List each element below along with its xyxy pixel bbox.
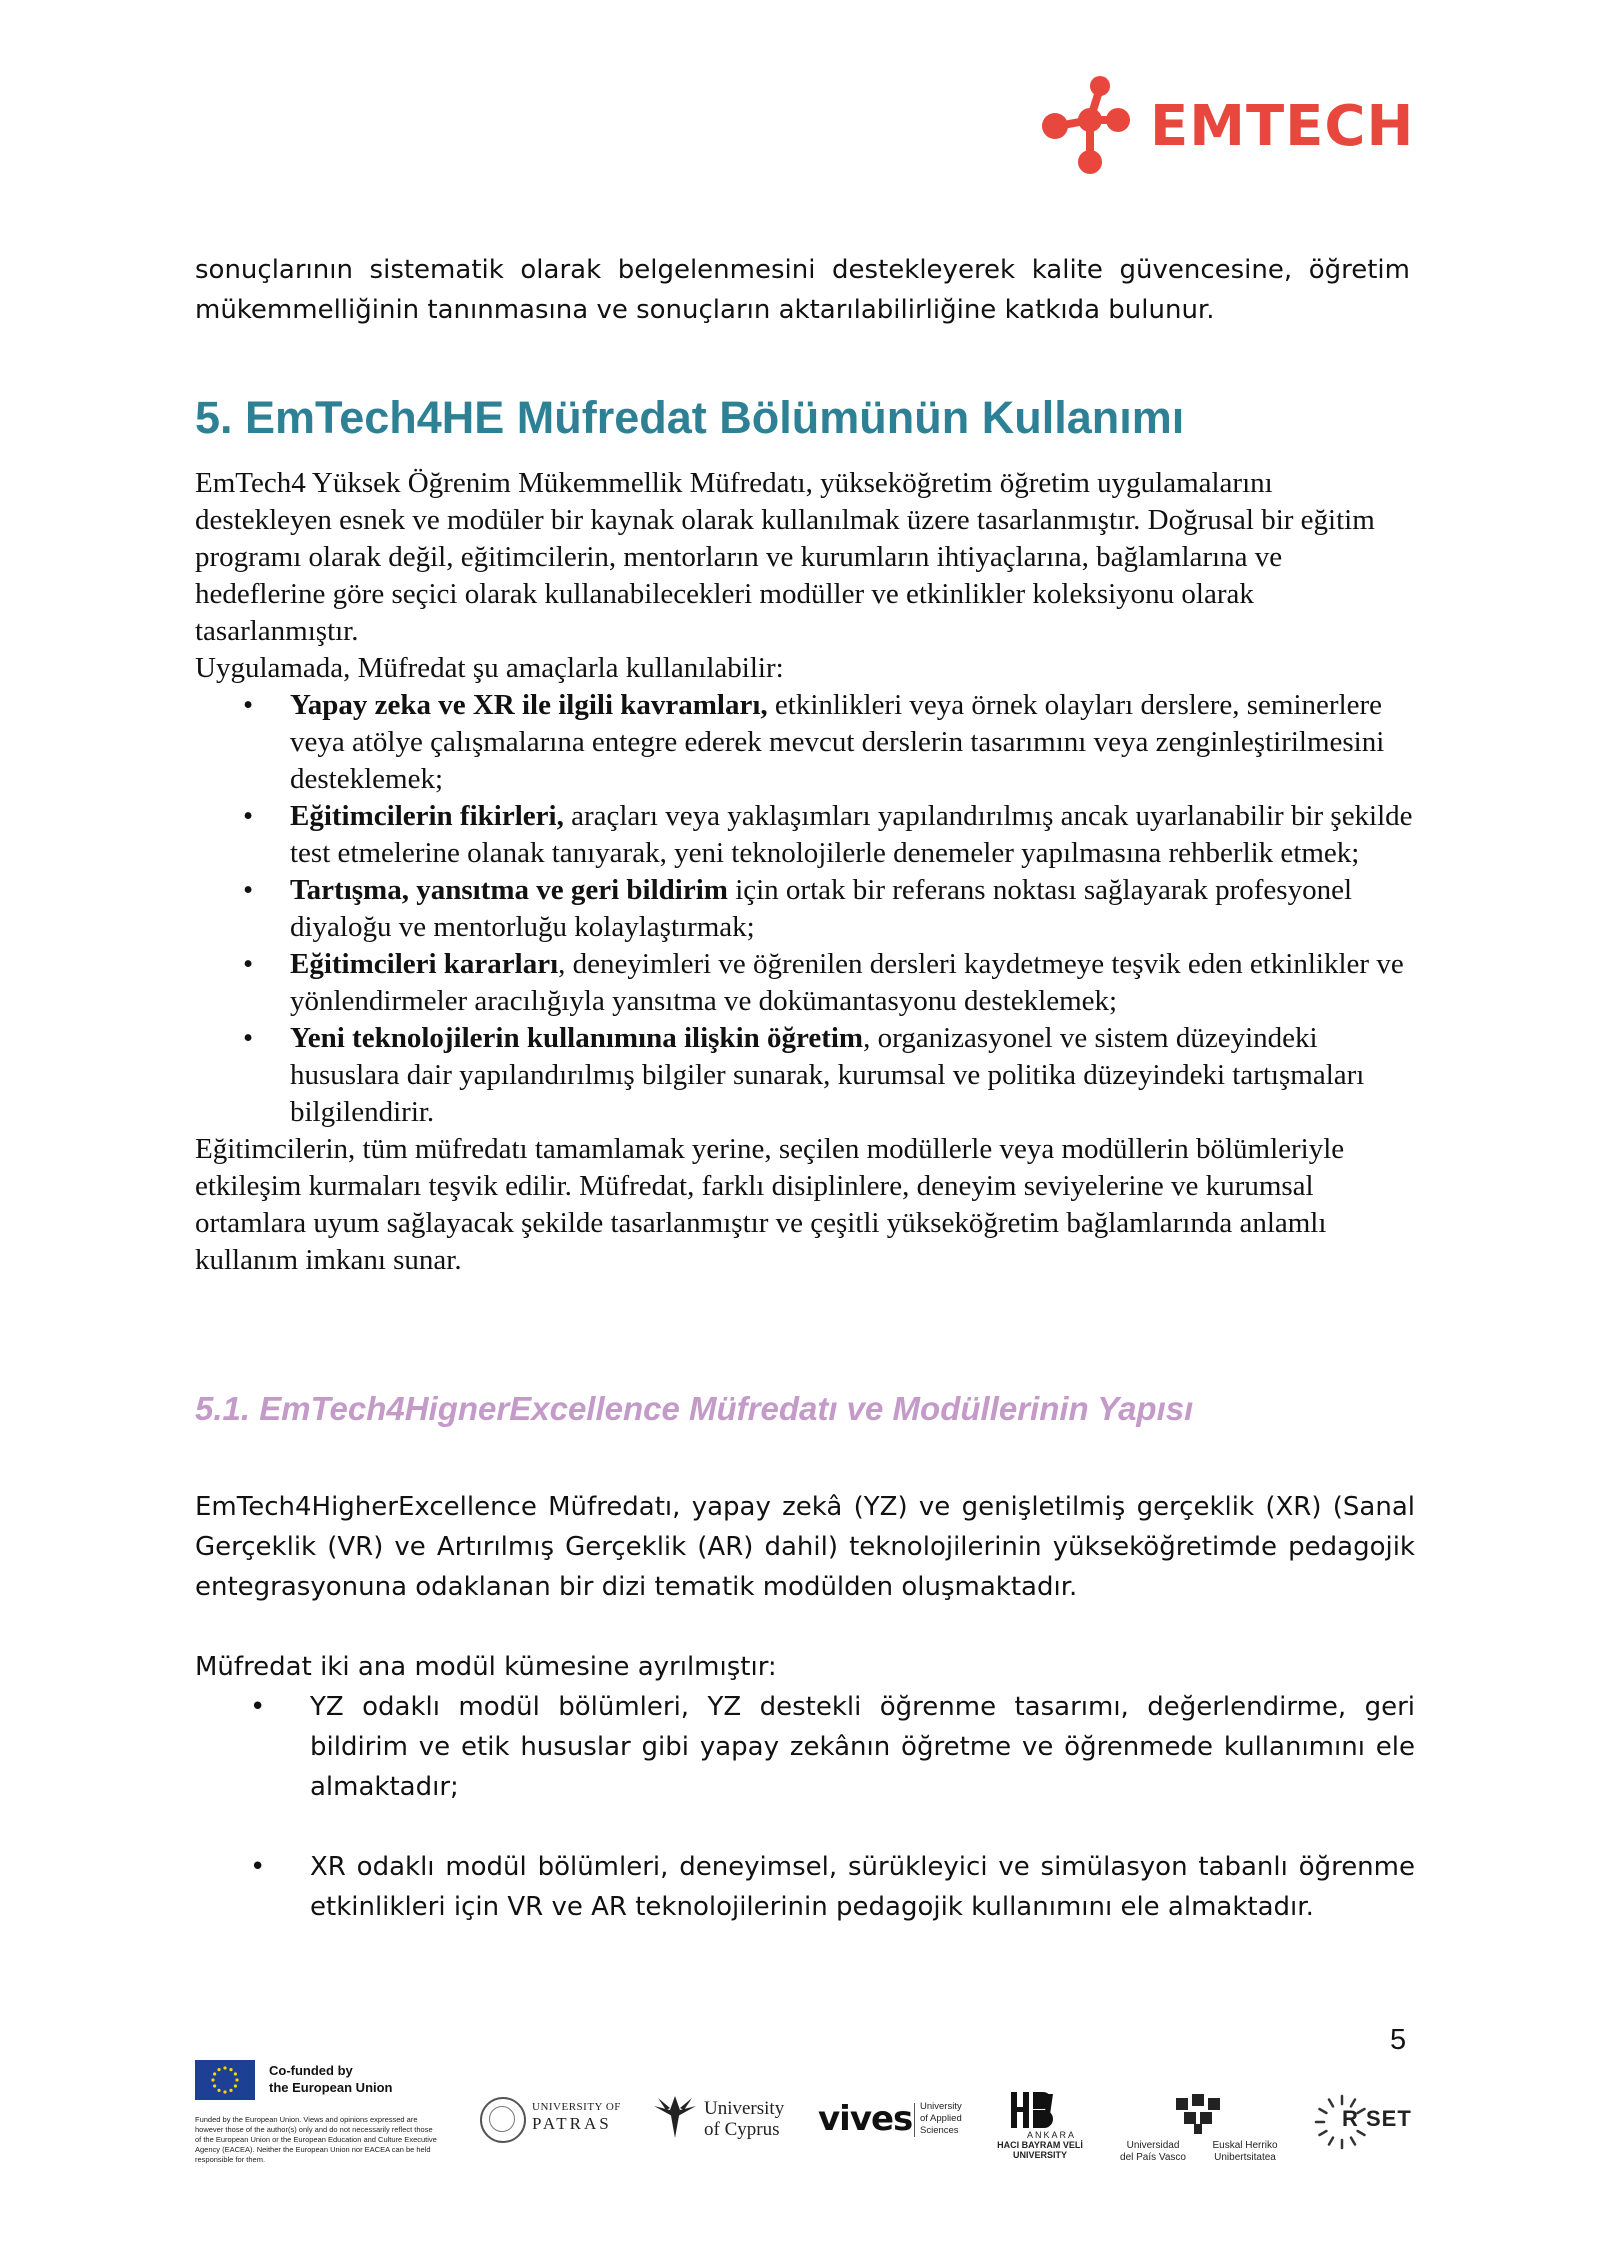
page-number: 5 (1390, 2024, 1407, 2056)
list-item-bold: Eğitimcilerin fikirleri, (290, 800, 564, 832)
cyprus-emblem-icon (652, 2094, 698, 2140)
list-item (195, 1020, 1415, 1131)
list-item (195, 946, 1415, 1020)
intro-paragraph: sonuçlarının sistematik olarak belgelenmesini destekleyerek kalite güvencesine, öğretim mükemmelliğinin tanınmasına ve sonuçların aktarılabilirliğine katkıda bulunur. (195, 255, 1410, 325)
emtech-logo (1038, 70, 1418, 180)
list-item (195, 798, 1415, 872)
upv-line-2b: Unibertsitatea (1214, 2152, 1276, 2163)
section-5-1-paragraph-2: Müfredat iki ana modül kümesine ayrılmıştır: (195, 1652, 777, 1682)
vives-divider (914, 2103, 915, 2137)
hbv-line-2: HACI BAYRAM VELİ (997, 2140, 1083, 2150)
hbv-line-3: UNIVERSITY (1012, 2150, 1067, 2160)
section-5-paragraph-3: Eğitimcilerin, tüm müfredatı tamamlamak yerine, seçilen modüllerle veya modüllerin bölümleriyle etkileşim kurmaları teşvik edilir. Müfredat, farklı disiplinlere, deneyim seviyelerine ve kurumsal ortamlara uyum sağlayacak şekilde tasarlanmıştır ve çeşitli yükseköğretim bağlamlarında anlamlı kullanım imkanı sunar. (195, 1133, 1345, 1276)
bullet-icon: • (250, 1692, 266, 1722)
upv-line-1b: del País Vasco (1120, 2152, 1186, 2163)
section-5-1-bullet-list (195, 1687, 1415, 1927)
bullet-icon: • (243, 948, 254, 980)
emtech-molecule-icon (1038, 70, 1148, 180)
list-item (195, 872, 1415, 946)
eu-cofunded-label (269, 2062, 469, 2096)
vives-subtitle-line-1: University (920, 2101, 962, 2112)
list-item-text: için ortak bir referans noktası sağlayarak profesyonel diyaloğu ve mentorluğu kolaylaştırmak; (290, 874, 1353, 943)
upv-emblem-icon (1170, 2090, 1226, 2136)
list-item-bold: Yeni teknolojilerin kullanımına ilişkin öğretim (290, 1022, 864, 1054)
section-5-1-heading: 5.1. EmTech4HignerExcellence Müfredatı ve Modüllerinin Yapısı (195, 1390, 1194, 1427)
hbv-emblem-icon (1007, 2090, 1055, 2130)
list-item-text: etkinlikleri veya örnek olayları derslere, seminerlere veya atölye çalışmalarına entegre ederek mevcut derslerin tasarımını veya zenginleştirilmesini desteklemek; (290, 689, 1385, 795)
eu-label-line-1: Co-funded by (269, 2063, 353, 2078)
list-item (195, 687, 1415, 798)
section-5-bullet-list (195, 687, 1415, 1131)
section-5-body (195, 465, 1415, 1279)
bullet-icon: • (243, 800, 254, 832)
cyprus-line-2: of Cyprus (704, 2119, 780, 2140)
upv-line-2a: Euskal Herriko (1212, 2140, 1278, 2151)
hbv-line-1: ANKARA (1027, 2130, 1077, 2140)
list-item-bold: Tartışma, yansıtma ve geri bildirim (290, 874, 728, 906)
cyprus-line-1: University (704, 2098, 785, 2119)
bullet-icon: • (243, 1022, 254, 1054)
patras-line-1: UNIVERSITY OF (532, 2101, 621, 2113)
list-item-bold: Yapay zeka ve XR ile ilgili kavramları, (290, 689, 768, 721)
reset-wordmark: R SET (1342, 2106, 1412, 2131)
patras-line-2: PATRAS (532, 2114, 612, 2133)
section-5-heading: 5. EmTech4HE Müfredat Bölümünün Kullanımı (195, 392, 1185, 443)
list-item-text: araçları veya yaklaşımları yapılandırılmış ancak uyarlanabilir bir şekilde test etmelerine olanak tanıyarak, yeni teknolojilerle denemeler yapılmasına rehberlik etmek; (290, 800, 1413, 869)
bullet-icon: • (250, 1852, 266, 1882)
vives-subtitle-line-2: of Applied (920, 2113, 962, 2124)
eu-label-line-2: the European Union (269, 2080, 393, 2095)
eu-flag-icon (195, 2060, 255, 2100)
list-item-text: , organizasyonel ve sistem düzeyindeki hususlara dair yapılandırılmış bilgiler sunarak, kurumsal ve politika düzeyindeki tartışmaları bilgilendirir. (290, 1022, 1365, 1128)
list-item-text: , deneyimleri ve öğrenilen dersleri kaydetmeye teşvik eden etkinlikler ve yönlendirmeler aracılığıyla yansıtma ve dokümantasyonu desteklemek; (290, 948, 1404, 1017)
list-item (195, 1847, 1415, 1927)
bullet-icon: • (243, 689, 254, 721)
section-5-1-body (195, 1487, 1415, 1927)
vives-subtitle-line-3: Sciences (920, 2125, 959, 2136)
eu-disclaimer: Funded by the European Union. Views and opinions expressed are however those of the author(s) only and do not necessarily reflect those of the European Union or the European Education and Culture Executive Agency (EACEA). Neither the European Union nor EACEA can be held responsible for them. (195, 2115, 437, 2164)
vives-subtitle (920, 2101, 962, 2137)
list-item-text: XR odaklı modül bölümleri, deneyimsel, sürükleyici ve simülasyon tabanlı öğrenme etkinlikleri için VR ve AR teknolojilerinin pedagojik kullanımını ele almaktadır. (310, 1852, 1415, 1922)
upv-spanish-name (1108, 2140, 1198, 2164)
emtech-logo-text: EMTECH (1150, 94, 1415, 159)
patras-seal-icon (480, 2097, 526, 2143)
upv-line-1a: Universidad (1126, 2140, 1180, 2151)
section-5-paragraph-2: Uygulamada, Müfredat şu amaçlarla kullanılabilir: (195, 652, 784, 684)
bullet-icon: • (243, 874, 254, 906)
upv-basque-name (1200, 2140, 1290, 2164)
vives-wordmark: vives (818, 2099, 913, 2139)
section-5-1-paragraph-1: EmTech4HigherExcellence Müfredatı, yapay zekâ (YZ) ve genişletilmiş gerçeklik (XR) (Sanal Gerçeklik (VR) ve Artırılmış Gerçeklik (AR) dahil) teknolojilerinin yükseköğretimde pedagojik entegrasyonuna odaklanan bir dizi tematik modülden oluşmaktadır. (195, 1492, 1415, 1602)
list-item-bold: Eğitimcileri kararları (290, 948, 559, 980)
list-item (195, 1687, 1415, 1807)
list-item-text: YZ odaklı modül bölümleri, YZ destekli öğrenme tasarımı, değerlendirme, geri bildirim ve etik hususlar gibi yapay zekânın öğretme ve öğrenmede kullanımını ele almaktadır; (310, 1692, 1415, 1802)
section-5-paragraph-1: EmTech4 Yüksek Öğrenim Mükemmellik Müfredatı, yükseköğretim öğretim uygulamalarını destekleyen esnek ve modüler bir kaynak olarak kullanılmak üzere tasarlanmıştır. Doğrusal bir eğitim programı olarak değil, eğitimcilerin, mentorların ve kurumların ihtiyaçlarına, bağlamlarına ve hedeflerine göre seçici olarak kullanabilecekleri modüller ve etkinlikler koleksiyonu olarak tasarlanmıştır. (195, 467, 1375, 647)
hbv-name (985, 2140, 1095, 2160)
